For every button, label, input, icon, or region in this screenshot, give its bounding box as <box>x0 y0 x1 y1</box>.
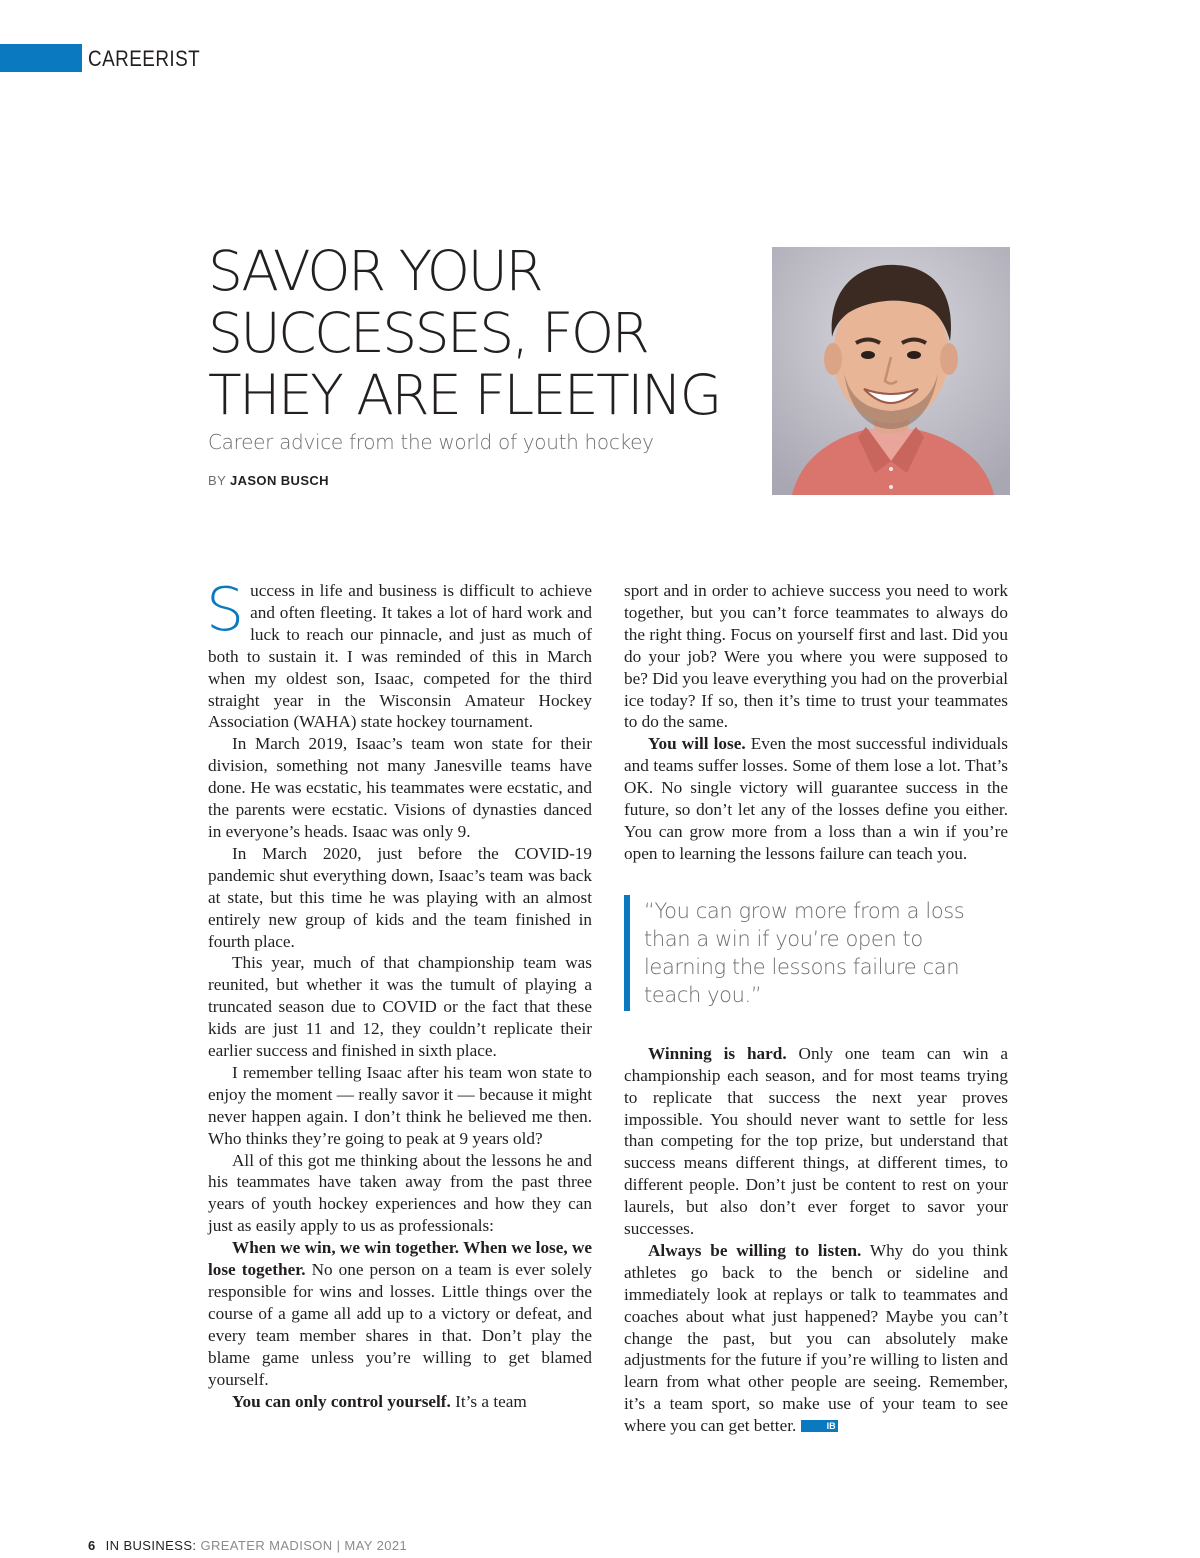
section-color-bar <box>0 44 82 72</box>
paragraph-text: Even the most successful individuals and teams suffer losses. Some of them lose a lot. That’s OK. No single victory will guarantee success in the future, so don’t let any of the losses define you either. You can grow more from a loss than a win if you’re open to learning the lessons failure can teach you. <box>624 734 1008 863</box>
paragraph-text: uccess in life and business is difficult to achieve and often fleeting. It takes a lot of hard work and luck to reach our pinnacle, and just as much of both to sustain it. I was reminded of this in March when my oldest son, Isaac, competed for the third straight year in the Wisconsin Amateur Hockey Association (WAHA) state hockey tournament. <box>208 581 592 732</box>
paragraph-text: Why do you think athletes go back to the bench or sideline and immediately look at replays or talk to teammates and coaches about what just happened? Maybe you can’t change the past, but you can absolutely make adjustments for the future if you’re willing to listen and learn from what other people are seeing. Remember, it’s a team sport, so make use of your team to see where you can get better. <box>624 1240 1008 1436</box>
body-paragraph <box>624 1240 1008 1437</box>
byline <box>208 473 329 488</box>
paragraph-text: No one person on a team is ever solely responsible for wins and losses. Little things over the course of a game all add up to a victory or defeat, and every team member shares in that. Don’t play the blame game unless you’re willing to get blamed yourself. <box>208 1260 592 1389</box>
article-headline <box>208 240 768 426</box>
body-paragraph: I remember telling Isaac after his team won state to enjoy the moment — really savor it — because it might never happen again. I don’t think he believed me then. Who thinks they’re going to peak at 9 years old? <box>208 1062 592 1148</box>
body-paragraph: This year, much of that championship team was reunited, but whether it was the tumult of playing a truncated season due to COVID or the fact that these kids are just 11 and 12, they couldn’t replicate their earlier success and finished in sixth place. <box>208 953 592 1061</box>
paragraph-lead: When we win, we win together. When we lose, we lose together. <box>208 1238 592 1280</box>
body-paragraph <box>624 733 1008 864</box>
article-dek: Career advice from the world of youth hockey <box>208 430 654 454</box>
headline-line: THEY ARE FLEETING <box>208 363 720 427</box>
body-paragraph <box>208 1237 592 1390</box>
body-paragraph <box>206 575 592 733</box>
author-name: JASON BUSCH <box>229 473 329 488</box>
body-column-right <box>624 580 1008 1437</box>
publication-name: IN BUSINESS: <box>105 1538 197 1553</box>
page-number: 6 <box>88 1538 96 1553</box>
byline-prefix: BY <box>208 473 226 488</box>
body-paragraph-continued: sport and in order to achieve success you need to work together, but you can’t force teammates to always do the right thing. Focus on yourself first and last. Did you do your job? Were you where you were supposed to be? Did you leave everything you had on the proverbial ice today? If so, then it’s time to trust your teammates to do the same. <box>624 581 1008 732</box>
page-footer <box>88 1538 407 1553</box>
body-paragraph: In March 2020, just before the COVID-19 pandemic shut everything down, Isaac’s team was back at state, but this time he was playing with an almost entirely new group of kids and the team finished in fourth place. <box>208 843 592 951</box>
headline-line: SUCCESSES, FOR <box>208 301 648 365</box>
body-column-left <box>206 575 592 1412</box>
paragraph-lead: You can only control yourself. <box>232 1391 451 1411</box>
pull-quote: “You can grow more from a loss than a win if you’re open to learning the lessons failure can teach you.” <box>624 895 1008 1011</box>
paragraph-text: Only one team can win a championship each season, and for most teams trying to replicate that success the next year proves impossible. You should never want to settle for less than competing for the top prize, but understand that success means different things, at different times, to different people. Don’t just be content to rest on your laurels, but also don’t ever forget to savor your successes. <box>624 1043 1008 1239</box>
headline-line: SAVOR YOUR <box>208 239 542 303</box>
body-paragraph <box>624 1043 1008 1240</box>
body-paragraph <box>208 1391 592 1413</box>
section-label: CAREERIST <box>88 46 201 71</box>
end-mark-icon: IB <box>801 1420 838 1432</box>
edition-info: GREATER MADISON | MAY 2021 <box>200 1538 408 1553</box>
paragraph-text: It’s a team <box>450 1391 527 1411</box>
author-photo <box>772 247 1010 495</box>
body-paragraph: All of this got me thinking about the lessons he and his teammates have taken away from the past three years of youth hockey experiences and how they can just as easily apply to us as professionals: <box>208 1150 592 1236</box>
author-headshot-illustration <box>772 247 1010 495</box>
paragraph-lead: Winning is hard. <box>648 1043 787 1063</box>
paragraph-lead: You will lose. <box>648 734 746 754</box>
paragraph-lead: Always be willing to listen. <box>648 1240 862 1260</box>
drop-cap: S <box>206 575 245 645</box>
body-paragraph: In March 2019, Isaac’s team won state for their division, something not many Janesville teams have done. He was ecstatic, his teammates were ecstatic, and the parents were ecstatic. Visions of dynasties danced in everyone’s heads. Isaac was only 9. <box>208 734 592 841</box>
